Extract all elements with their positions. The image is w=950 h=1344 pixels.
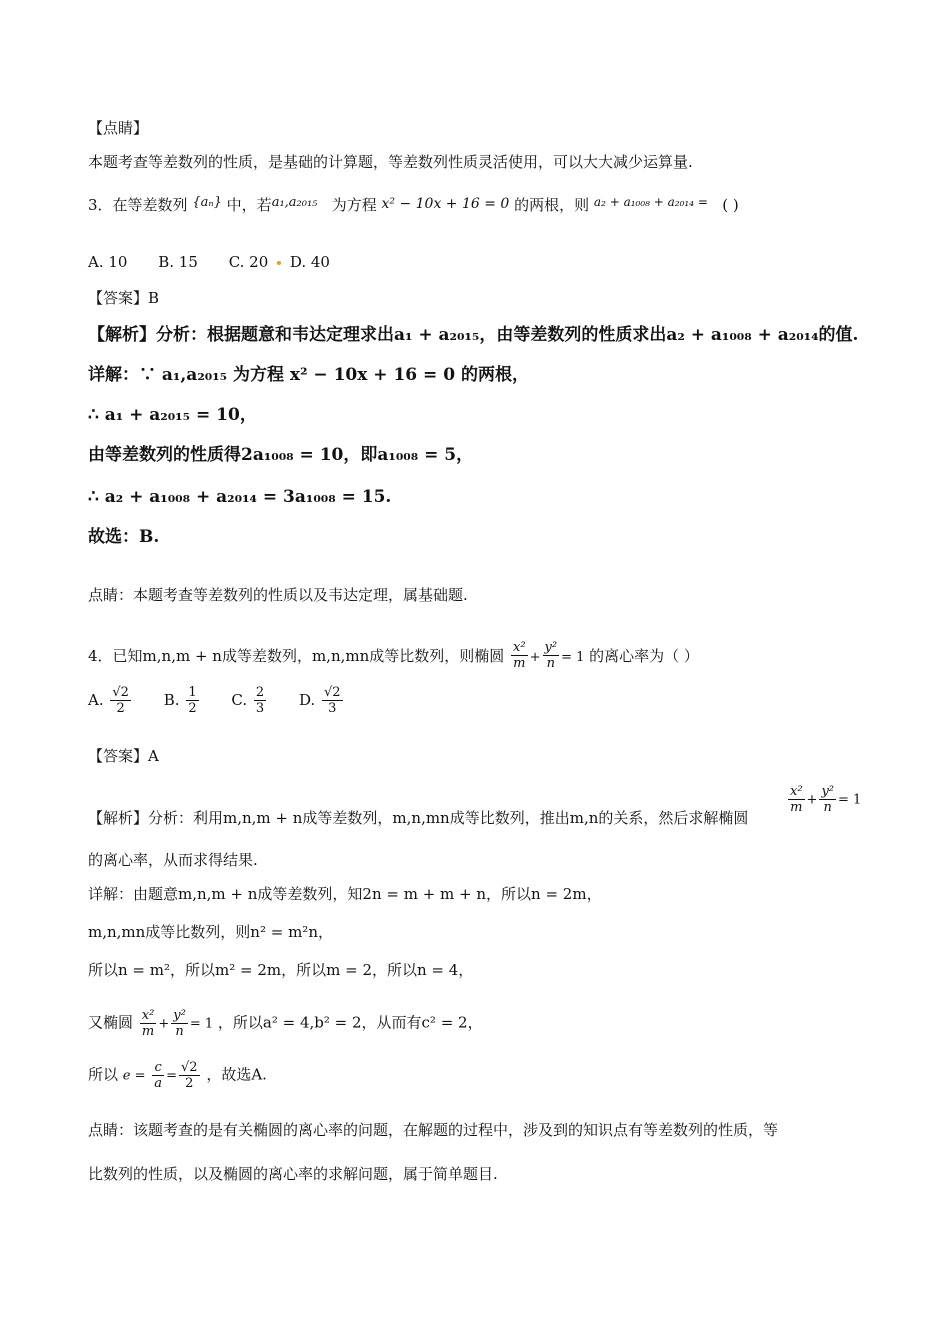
equals-sign: = [166,1068,177,1084]
frac-denominator: n [546,656,555,671]
ellipse-x-fraction [140,1008,157,1039]
q3-roots: a₁,a₂₀₁₅ [271,195,318,210]
frac-numerator: 1 [188,685,197,700]
question-4 [88,640,699,671]
dianjing-text: 本题考查等差数列的性质，是基础的计算题，等差数列性质灵活使用，可以大大减少运算量. [88,153,693,171]
equals-one: = 1 [561,650,585,665]
q3-answer: 【答案】B [88,289,160,307]
q4-detail-4 [88,1008,483,1039]
frac-denominator: 3 [255,701,265,716]
frac-numerator: √2 [323,685,341,700]
option-fraction [254,685,266,716]
frac-denominator: m [141,1024,155,1039]
q3-paren: ( ) [722,196,739,214]
q4-detail-3: 所以n = m²，所以m² = 2m，所以m = 2，所以n = 4， [88,961,474,979]
frac-numerator: y² [821,784,835,799]
frac-numerator: y² [173,1008,186,1023]
q3-detail-5: 故选：B. [88,527,160,547]
q3-option-a: A. 10 [88,253,128,271]
q3-detail-3: 由等差数列的性质得2a₁₀₀₈ = 10，即a₁₀₀₈ = 5， [88,445,474,465]
option-fraction [186,685,198,716]
frac-numerator: √2 [180,1060,198,1075]
frac-denominator: m [513,656,526,671]
equals-one: = 1 [189,1016,214,1032]
stray-dot [277,261,281,265]
frac-denominator: n [175,1024,184,1039]
dianjing-header: 【点睛】 [88,119,149,137]
option-label: B. [163,690,180,709]
option-fraction [110,685,131,716]
q4-suffix: 的离心率为（ ） [589,647,699,665]
frac-numerator: c [152,1060,164,1076]
frac-denominator: n [823,800,832,815]
detail4-prefix: 又椭圆 [88,1013,134,1032]
frac-numerator: x² [513,640,526,655]
detail5-prefix: 所以 [88,1065,119,1084]
q4-prefix: 4．已知m,n,m + n成等差数列，m,n,mn成等比数列，则椭圆 [88,647,505,665]
q3-option-b: B. 15 [158,253,198,271]
plus-sign: + [806,792,818,808]
q4-detail-5 [88,1060,267,1091]
q4-detail-2: m,n,mn成等比数列，则n² = m²n， [88,923,333,941]
q4-detail-1: 详解：由题意m,n,m + n成等差数列，知2n = m + m + n，所以n = 2m， [88,885,602,903]
q3-sequence: {aₙ} [192,195,222,210]
q3-mid1: 中，若 [226,196,272,214]
q4-point-1: 点睛：该题考查的是有关椭圆的离心率的问题，在解题的过程中，涉及到的知识点有等差数列的性质，等 [88,1121,779,1139]
frac-denominator: a [154,1076,163,1091]
q4-options [88,685,345,716]
q4-analysis-ellipse [786,784,861,815]
q3-detail-1: 详解：∵ a₁,a₂₀₁₅ 为方程 x² − 10x + 16 = 0 的两根， [88,365,529,385]
q4-ellipse-x-fraction [511,640,528,671]
q3-options [88,252,330,272]
sqrt2-over-2-fraction [179,1060,200,1091]
question-3 [88,192,739,215]
q4-answer: 【答案】A [88,747,159,765]
frac-numerator: y² [544,640,558,655]
frac-denominator: 2 [185,1076,194,1091]
equals-one: = 1 [838,792,862,808]
frac-denominator: 3 [328,701,337,716]
q4-ellipse-y-fraction [543,640,560,671]
q4-analysis-2: 的离心率，从而求得结果. [88,851,258,869]
q3-point: 点睛：本题考查等差数列的性质以及韦达定理，属基础题. [88,586,468,604]
q3-prefix: 3．在等差数列 [88,196,188,214]
frac-numerator: 2 [255,685,265,700]
q4-point-2: 比数列的性质，以及椭圆的离心率的求解问题，属于简单题目. [88,1165,498,1183]
detail4-suffix: ，所以a² = 4,b² = 2，从而有c² = 2， [217,1013,483,1032]
q4-option-a [88,685,138,716]
frac-numerator: √2 [112,685,129,700]
q3-detail-2: ∴ a₁ + a₂₀₁₅ = 10， [88,405,257,425]
q3-equation: x² − 10x + 16 = 0 [381,196,510,212]
frac-numerator: x² [141,1008,155,1023]
option-fraction [322,685,343,716]
q3-expression: a₂ + a₁₀₀₈ + a₂₀₁₄ = [593,195,708,209]
ellipse-y-fraction [819,784,836,815]
option-label: D. [298,690,316,709]
q3-detail-4: ∴ a₂ + a₁₀₀₈ + a₂₀₁₄ = 3a₁₀₀₈ = 15. [88,487,392,507]
q4-option-b [163,685,206,716]
option-label: A. [88,690,104,709]
q3-mid2: 为方程 [331,196,377,214]
plus-sign: + [529,650,541,665]
frac-numerator: x² [790,784,803,799]
q4-analysis-1: 【解析】分析：利用m,n,m + n成等差数列，m,n,mn成等比数列，推出m,n的关系，然后求解椭圆 [88,809,749,827]
frac-denominator: 2 [188,701,197,716]
e-lhs: e = [122,1068,146,1084]
option-label: C. [231,690,248,709]
detail5-suffix: ，故选A. [206,1065,267,1084]
q3-option-d: D. 40 [289,253,330,271]
q4-option-c [231,685,273,716]
ellipse-y-fraction [171,1008,188,1039]
frac-denominator: 2 [116,701,125,716]
frac-denominator: m [790,800,803,815]
q3-analysis: 【解析】分析：根据题意和韦达定理求出a₁ + a₂₀₁₅，由等差数列的性质求出a₂ + a₁₀₀₈ + a₂₀₁₄的值. [88,325,859,345]
c-over-a-fraction [152,1060,164,1091]
q4-option-d [298,685,345,716]
plus-sign: + [158,1016,170,1032]
q3-option-c: C. 20 [228,253,269,271]
ellipse-x-fraction [788,784,805,815]
q3-mid3: 的两根，则 [514,196,590,214]
